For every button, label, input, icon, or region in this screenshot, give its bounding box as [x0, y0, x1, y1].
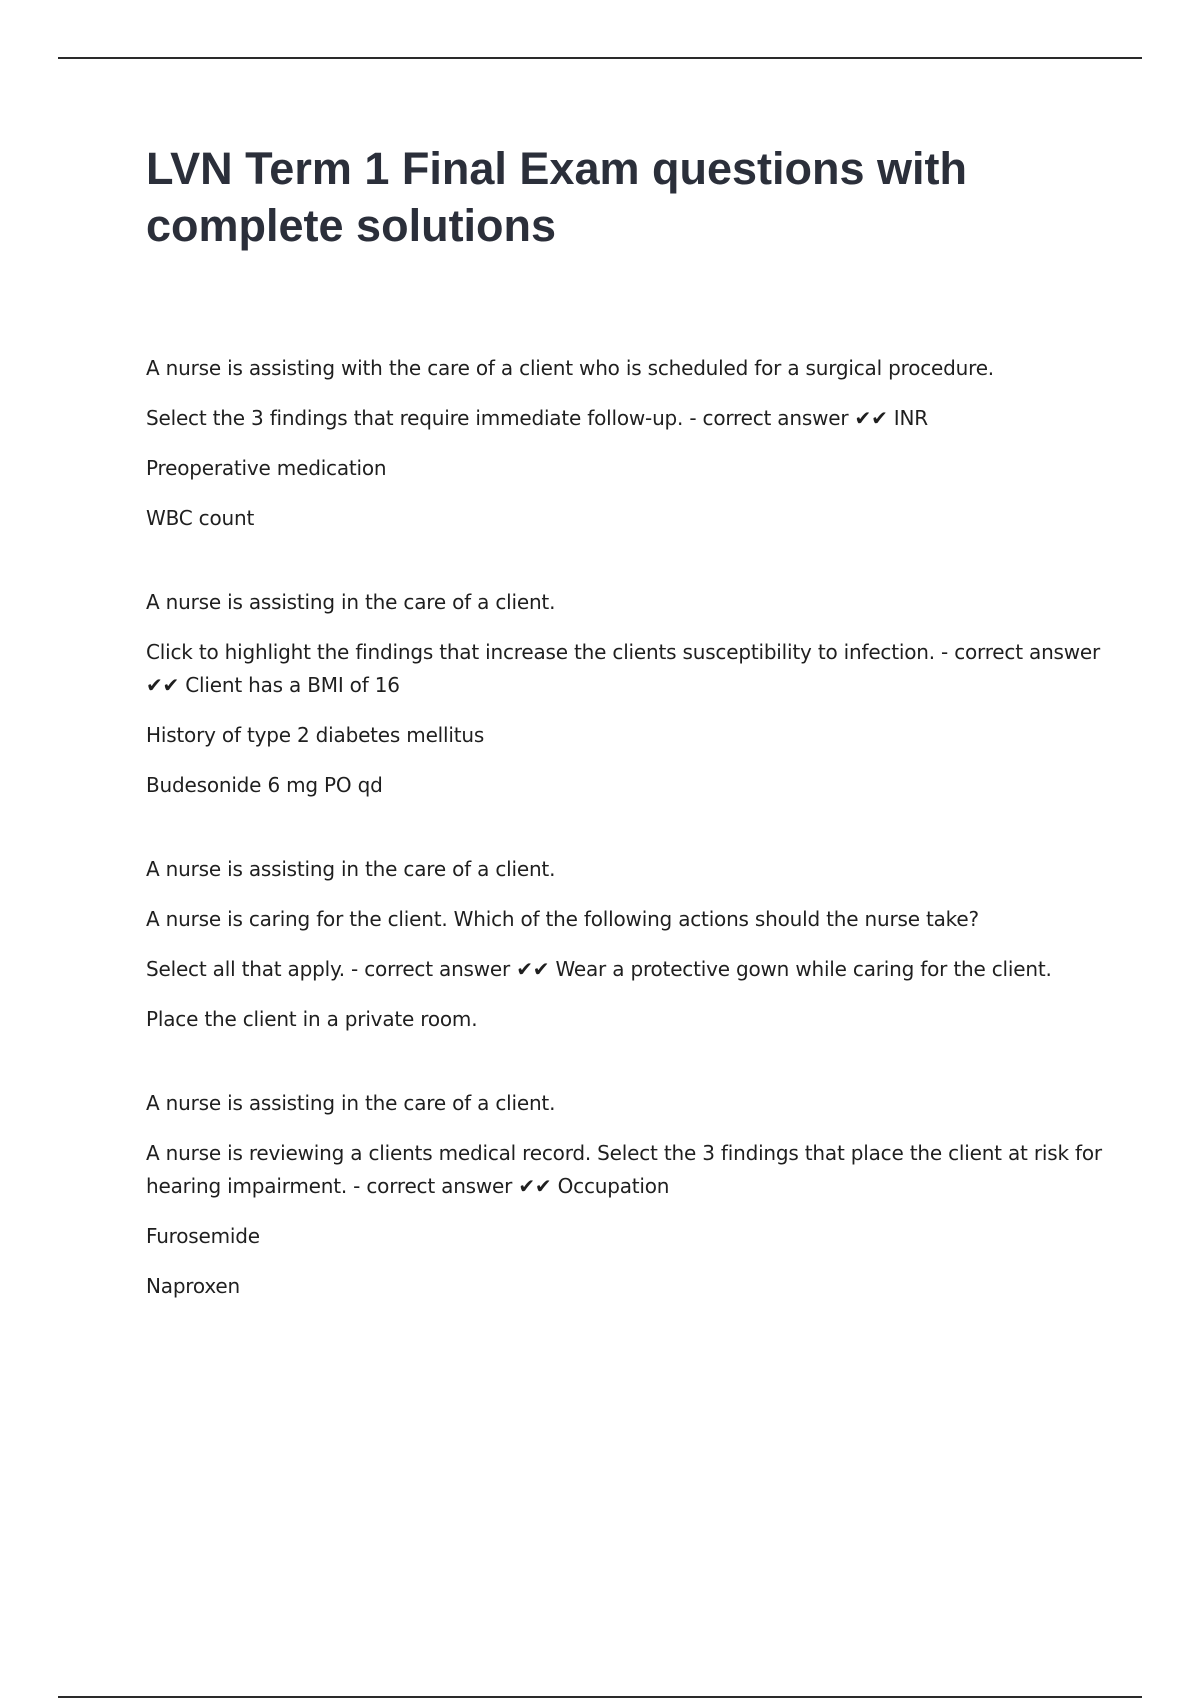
question-3-answer-2: Place the client in a private room. — [146, 1007, 478, 1031]
question-3 — [146, 853, 1106, 1036]
top-divider — [58, 57, 1142, 59]
question-1 — [146, 352, 1106, 535]
question-list — [146, 352, 1106, 1303]
question-4-prompt: A nurse is assisting in the care of a client. — [146, 1091, 556, 1115]
question-4-answer-3: Naproxen — [146, 1274, 240, 1298]
document-title: LVN Term 1 Final Exam questions with complete solutions — [146, 143, 967, 251]
question-2-answer-3: Budesonide 6 mg PO qd — [146, 773, 383, 797]
question-4-instruction-answer: A nurse is reviewing a clients medical record. Select the 3 findings that place the client at risk for hearing impairment. - correct answer ✔✔ Occupation — [146, 1141, 1102, 1198]
question-4-answer-2: Furosemide — [146, 1224, 260, 1248]
question-2 — [146, 586, 1106, 802]
question-1-instruction-answer: Select the 3 findings that require immediate follow-up. - correct answer ✔✔ INR — [146, 406, 928, 430]
question-1-answer-2: Preoperative medication — [146, 456, 387, 480]
bottom-divider — [58, 1696, 1142, 1698]
question-3-scenario: A nurse is caring for the client. Which of the following actions should the nurse take? — [146, 907, 979, 931]
question-1-answer-3: WBC count — [146, 506, 255, 530]
question-3-prompt: A nurse is assisting in the care of a client. — [146, 857, 556, 881]
question-1-prompt: A nurse is assisting with the care of a client who is scheduled for a surgical procedure. — [146, 356, 994, 380]
question-4 — [146, 1087, 1106, 1303]
question-3-instruction-answer: Select all that apply. - correct answer ✔✔ Wear a protective gown while caring for the client. — [146, 957, 1052, 981]
question-2-answer-2: History of type 2 diabetes mellitus — [146, 723, 485, 747]
question-2-instruction-answer: Click to highlight the findings that increase the clients susceptibility to infection. - correct answer ✔✔ Client has a BMI of 16 — [146, 640, 1101, 697]
document-body — [146, 140, 1106, 1354]
question-2-prompt: A nurse is assisting in the care of a client. — [146, 590, 556, 614]
